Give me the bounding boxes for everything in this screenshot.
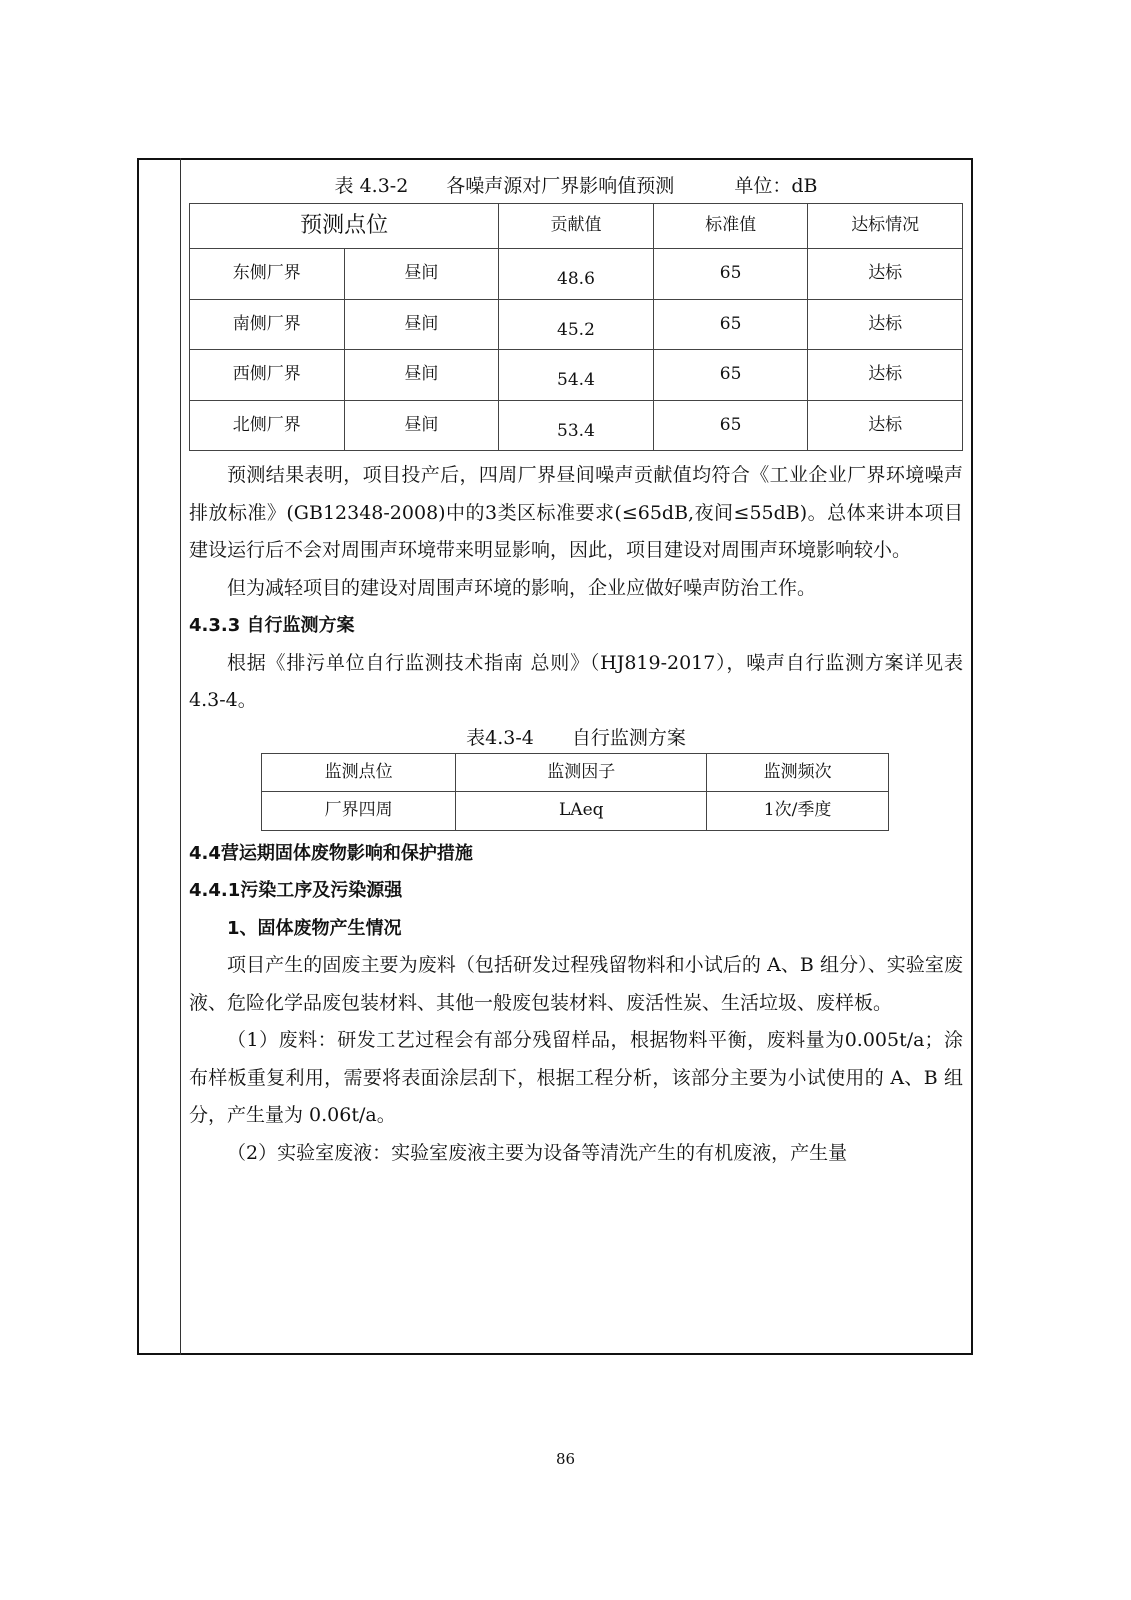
header-standard: 标准值 [653, 204, 808, 249]
paragraph-noise-control: 但为减轻项目的建设对周围声环境的影响，企业应做好噪声防治工作。 [227, 576, 817, 599]
table-row [262, 792, 889, 831]
section-heading-4-3-3: 4.3.3 自行监测方案 [189, 615, 355, 636]
cell-location: 北侧厂界 [190, 400, 345, 451]
content-column [189, 158, 963, 1172]
header-location: 预测点位 [190, 204, 499, 249]
table2-caption-id: 表4.3-4 [466, 726, 534, 749]
cell-location: 东侧厂界 [190, 249, 345, 300]
header-contribution: 贡献值 [499, 204, 654, 249]
table1-caption-id: 表 4.3-2 [334, 175, 409, 197]
header-monitoring-factor: 监测因子 [456, 753, 707, 792]
cell-location: 西侧厂界 [190, 350, 345, 401]
paragraph-solid-waste-overview: 项目产生的固废主要为废料（包括研发过程残留物料和小试后的 A、B 组分）、实验室废液、危险化学品废包装材料、其他一般废包装材料、废活性炭、生活垃圾、废样板。 [189, 954, 963, 1014]
cell-standard: 65 [653, 350, 808, 401]
header-monitoring-point: 监测点位 [262, 753, 456, 792]
cell-location: 南侧厂界 [190, 299, 345, 350]
section-heading-4-4: 4.4营运期固体废物影响和保护措施 [189, 842, 473, 864]
cell-status: 达标 [808, 249, 963, 300]
cell-frequency: 1次/季度 [707, 792, 889, 831]
table2-caption [189, 726, 963, 750]
cell-period: 昼间 [344, 249, 499, 300]
cell-factor: LAeq [456, 792, 707, 831]
cell-standard: 65 [653, 400, 808, 451]
cell-period: 昼间 [344, 299, 499, 350]
cell-standard: 65 [653, 299, 808, 350]
paragraph-prediction-result: 预测结果表明，项目投产后，四周厂界昼间噪声贡献值均符合《工业企业厂界环境噪声排放标准》(GB12348-2008)中的3类区标准要求(≤65dB,夜间≤55dB)。总体来讲本项目建设运行后不会对周围声环境带来明显影响，因此，项目建设对周围声环境影响较小。 [189, 464, 963, 561]
cell-status: 达标 [808, 350, 963, 401]
frame-divider [180, 158, 181, 1355]
cell-contribution: 53.4 [499, 400, 654, 451]
cell-standard: 65 [653, 249, 808, 300]
monitoring-plan-table [261, 753, 889, 831]
page-number: 86 [555, 1450, 576, 1468]
table-row [190, 350, 963, 401]
table-row [190, 400, 963, 451]
section-heading-4-4-1: 4.4.1污染工序及污染源强 [189, 880, 403, 901]
table1-caption [189, 175, 963, 197]
table-row [190, 299, 963, 350]
cell-status: 达标 [808, 299, 963, 350]
table-header-row [190, 204, 963, 249]
cell-status: 达标 [808, 400, 963, 451]
cell-contribution: 48.6 [499, 249, 654, 300]
noise-prediction-table [189, 203, 963, 451]
table2-caption-title: 自行监测方案 [571, 726, 686, 749]
paragraph-waste-material: （1）废料：研发工艺过程会有部分残留样品，根据物料平衡，废料量为0.005t/a；涂布样板重复利用，需要将表面涂层刮下，根据工程分析，该部分主要为小试使用的 A、B 组分，产生量为 0.06t/a。 [189, 1029, 963, 1126]
paragraph-lab-waste-liquid: （2）实验室废液：实验室废液主要为设备等清洗产生的有机废液，产生量 [227, 1141, 848, 1164]
cell-contribution: 54.4 [499, 350, 654, 401]
header-status: 达标情况 [808, 204, 963, 249]
cell-contribution: 45.2 [499, 299, 654, 350]
subsection-heading-solid-waste: 1、固体废物产生情况 [227, 917, 402, 939]
cell-point: 厂界四周 [262, 792, 456, 831]
cell-period: 昼间 [344, 400, 499, 451]
header-monitoring-frequency: 监测频次 [707, 753, 889, 792]
table1-caption-title: 各噪声源对厂界影响值预测 [446, 175, 675, 197]
table-header-row [262, 753, 889, 792]
table-row [190, 249, 963, 300]
cell-period: 昼间 [344, 350, 499, 401]
table1-caption-unit: 单位：dB [734, 175, 818, 197]
paragraph-monitoring-basis: 根据《排污单位自行监测技术指南 总则》（HJ819-2017），噪声自行监测方案详见表 4.3-4。 [189, 651, 963, 711]
